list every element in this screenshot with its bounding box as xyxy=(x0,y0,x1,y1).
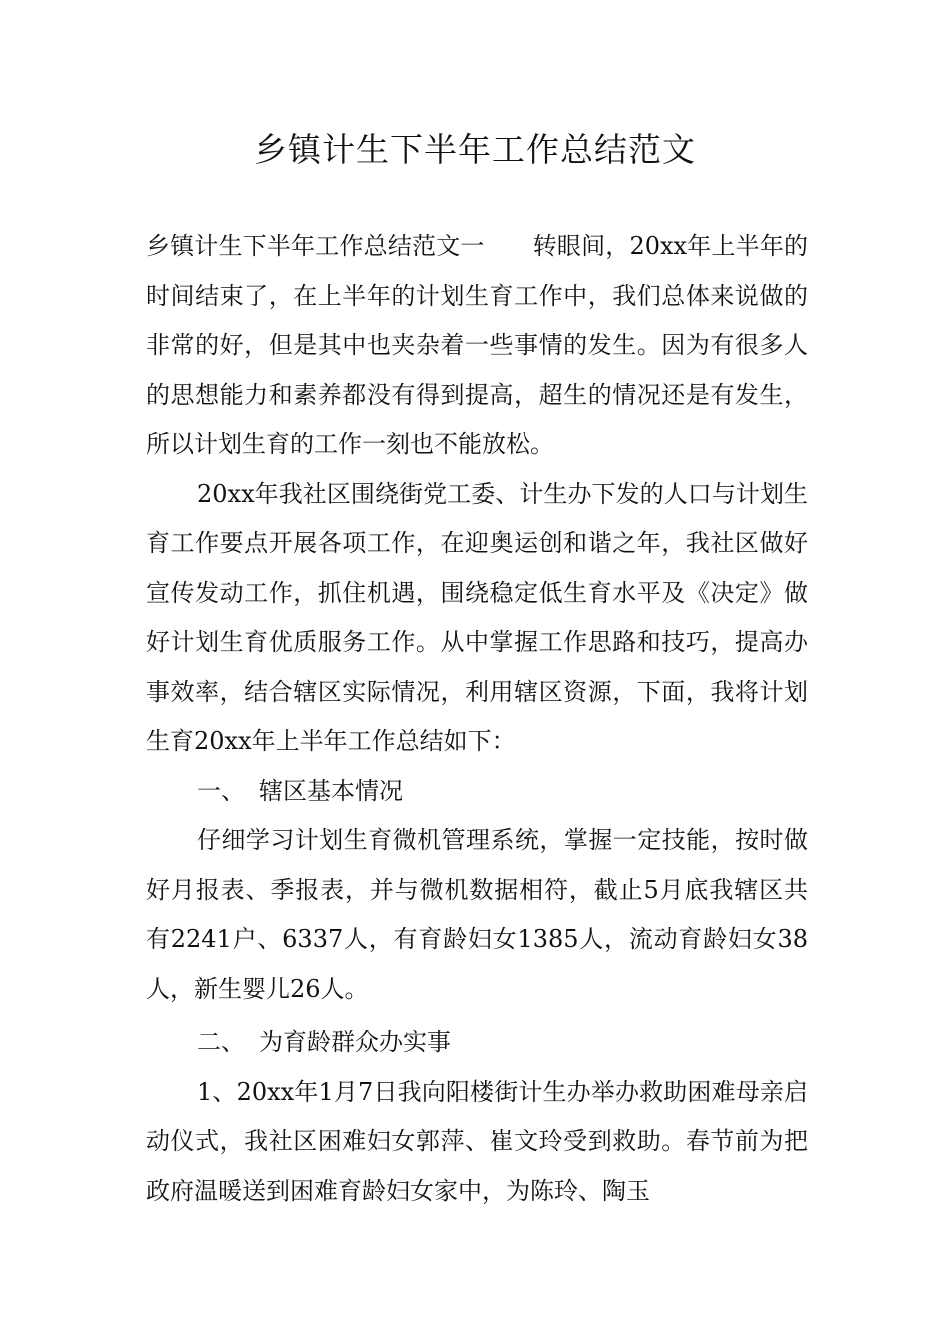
section-title-1: 辖区基本情况 xyxy=(259,776,403,805)
intro-label: 乡镇计生下半年工作总结范文一 xyxy=(146,232,485,260)
paragraph-2: 20xx年我社区围绕街党工委、计生办下发的人口与计划生育工作要点开展各项工作，在迎奥运创和谐之年，我社区做好宣传发动工作，抓住机遇，围绕稳定低生育水平及《决定》做好计划生育优质服务工作。从中掌握工作思路和技巧，提高办事效率，结合辖区实际情况，利用辖区资源，下面，我将计划生育20xx年上半年工作总结如下： xyxy=(146,479,808,755)
intro-text: 转眼间，20xx年上半年的时间结束了，在上半年的计划生育工作中，我们总体来说做的非常的好，但是其中也夹杂着一些事情的发生。因为有很多人的思想能力和素养都没有得到提高，超生的情况还是有发生，所以计划生育的工作一刻也不能放松。 xyxy=(146,232,809,458)
paragraph-3: 仔细学习计划生育微机管理系统，掌握一定技能，按时做好月报表、季报表，并与微机数据相符，截止5月底我辖区共有2241户、6337人，有育龄妇女1385人，流动育龄妇女38人，新生婴儿26人。 xyxy=(146,826,808,1003)
document-title: 乡镇计生下半年工作总结范文 xyxy=(254,130,696,169)
section-title-2: 为育龄群众办实事 xyxy=(259,1028,451,1056)
section-number-2: 二、 xyxy=(197,1028,245,1056)
section-number-1: 一、 xyxy=(197,776,245,805)
section-heading-2 xyxy=(146,1018,808,1068)
document-body xyxy=(146,222,808,1216)
section-heading-1 xyxy=(146,767,808,817)
intro-paragraph xyxy=(146,222,808,470)
paragraph-4: 1、20xx年1月7日我向阳楼街计生办举办救助困难母亲启动仪式，我社区困难妇女郭萍、崔文玲受到救助。春节前为把政府温暖送到困难育龄妇女家中，为陈玲、陶玉 xyxy=(146,1077,808,1205)
